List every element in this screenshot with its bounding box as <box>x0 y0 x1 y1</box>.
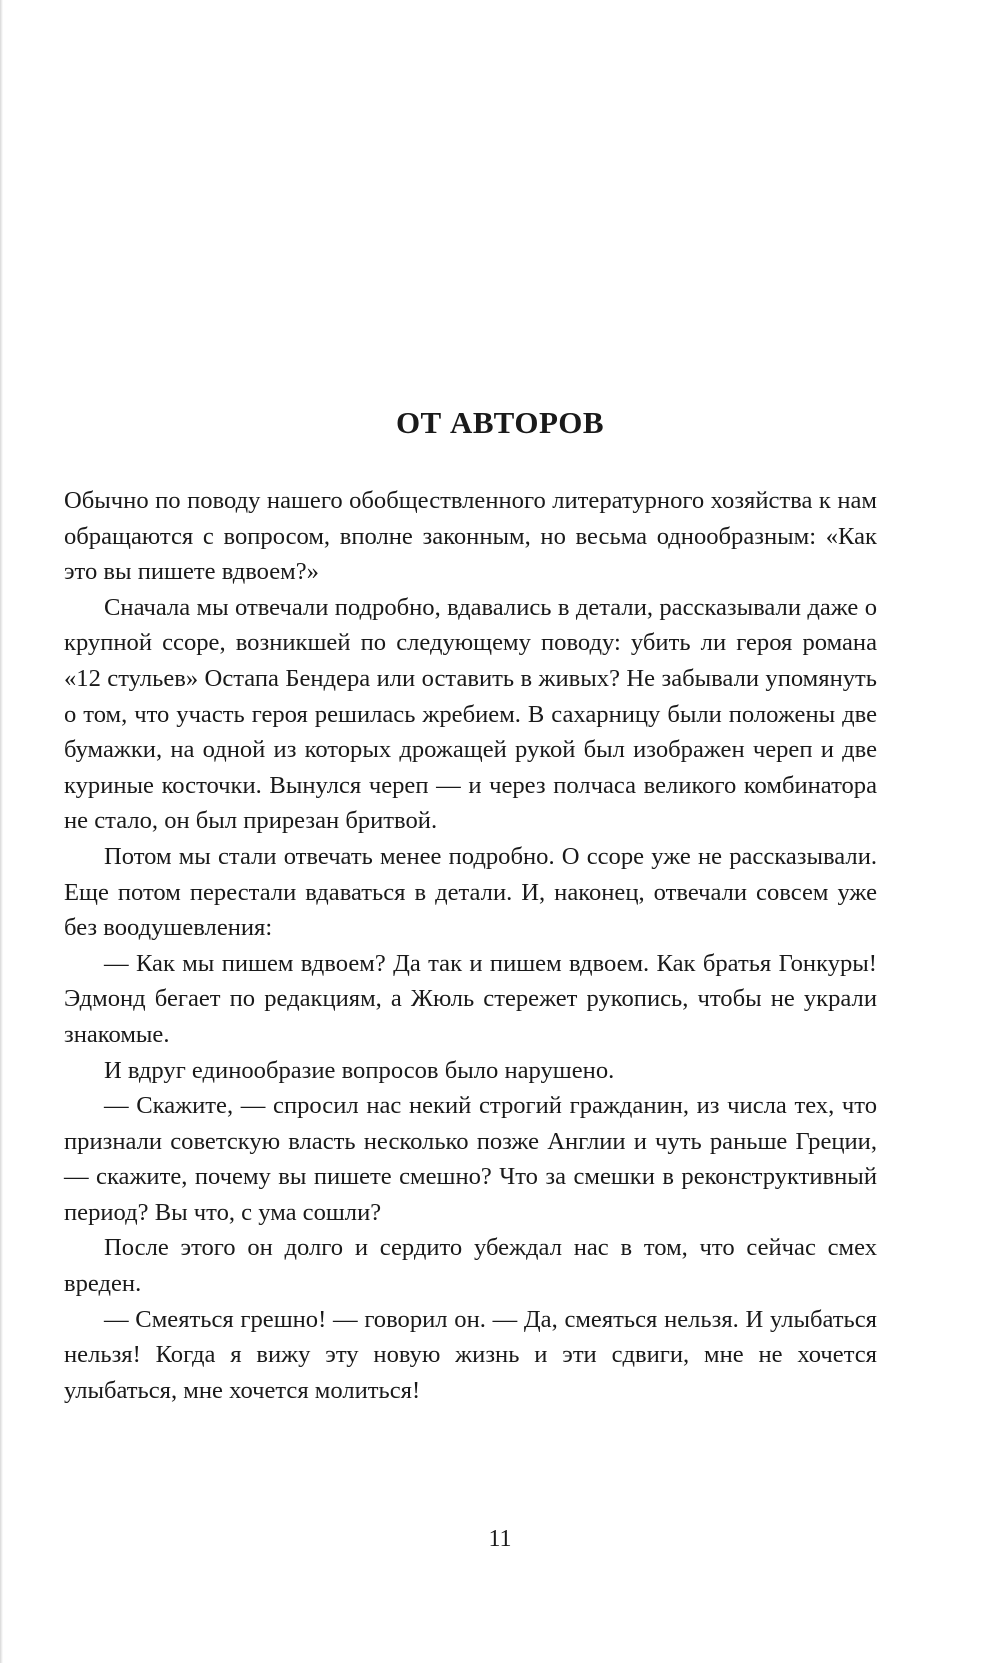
paragraph: И вдруг единообразие вопросов было нарушено. <box>104 1056 615 1084</box>
chapter-title: ОТ АВТОРОВ <box>395 405 605 440</box>
paragraph: — Смеяться грешно! — говорил он. — Да, смеяться нельзя. И улыбаться нельзя! Когда я вижу эту новую жизнь и эти сдвиги, мне не хочется улыбаться, мне хочется молиться! <box>64 1305 877 1404</box>
paragraph: Сначала мы отвечали подробно, вдавались в детали, рассказывали даже о крупной ссоре, возникшей по следующему поводу: убить ли героя романа «12 стульев» Остапа Бендера или оставить в живых? Не забывали упомянуть о том, что участь героя решилась жребием. В сахарницу были положены две бумажки, на одной из которых дрожащей рукой был изображен череп и две куриные косточки. Вынулся череп — и через полчаса великого комбинатора не стало, он был прирезан бритвой. <box>64 593 877 835</box>
page-edge-shadow <box>0 0 3 1663</box>
paragraph: — Скажите, — спросил нас некий строгий гражданин, из числа тех, что признали советскую власть несколько позже Англии и чуть раньше Греции, — скажите, почему вы пишете смешно? Что за смешки в реконструктивный период? Вы что, с ума сошли? <box>64 1092 877 1226</box>
paragraph: — Как мы пишем вдвоем? Да так и пишем вдвоем. Как братья Гонкуры! Эдмонд бегает по редакциям, а Жюль стережет рукопись, чтобы не украли знакомые. <box>64 949 877 1048</box>
body-text <box>64 483 877 1408</box>
page-number: 11 <box>488 1526 512 1552</box>
paragraph: Потом мы стали отвечать менее подробно. О ссоре уже не рассказывали. Еще потом перестали вдаваться в детали. И, наконец, отвечали совсем уже без воодушевления: <box>64 842 877 942</box>
paragraph: Обычно по поводу нашего обобществленного литературного хозяйства к нам обращаются с вопросом, вполне законным, но весьма однообразным: «Как это вы пишете вдвоем?» <box>64 487 877 586</box>
paragraph: После этого он долго и сердито убеждал нас в том, что сейчас смех вреден. <box>64 1234 877 1298</box>
